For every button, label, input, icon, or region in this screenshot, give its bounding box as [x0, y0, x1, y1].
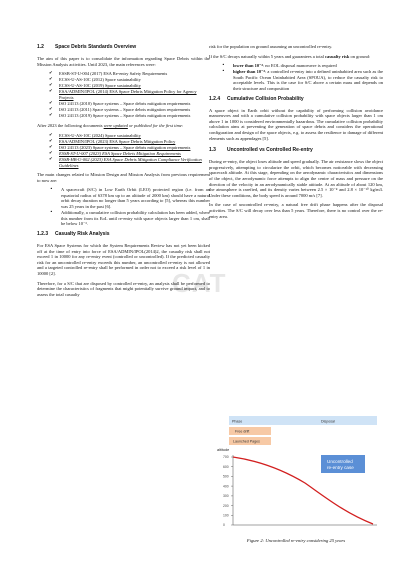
right-column	[209, 44, 383, 223]
y-tick-label: 300	[223, 494, 229, 499]
paragraph: A space object in Earth orbit without the capability of performing collision avoidance manoeuvres and with a cumulative collision probability with space objects larger than 1 cm above 1 in 1000 is considered environmentally hazardous. The cumulative collision probability calculation aims at preventing the generation of space debris and considers the operational configuration and design of the space objects, e.g. to assess the resilience to damage of different elements such as appendages [5].	[209, 107, 383, 141]
checkmark-icon: ✔	[49, 156, 53, 162]
paragraph: If the S/C decays naturally within 5 years and guarantees a total casualty risk on ground:	[209, 53, 371, 59]
phase-label: Disposal	[321, 419, 335, 424]
list-item	[37, 83, 210, 89]
y-axis-label: altitude	[217, 448, 230, 452]
list-item	[37, 113, 210, 119]
checkmark-icon: ✔	[49, 138, 53, 144]
paragraph: Therefore, for a S/C that are disposed by controlled re-entry, an analysis shall be performed to determine the characteristics of fragments that might potentially survive ground impact, and to assess the total casualty	[37, 280, 210, 297]
watermark: CAT	[172, 268, 227, 298]
y-tick-label: 0	[223, 523, 225, 528]
list-item-text: ISO 24113 (2023) Space systems – Space debris mitigation requirements	[59, 144, 191, 150]
section-title: Cumulative Collision Probability	[227, 95, 304, 102]
list-item-text: ECSS-U-AS-10C (2012) Space sustainability	[59, 77, 141, 83]
box-label: Free drift	[235, 429, 250, 434]
section-title: Uncontrolled vs Controlled Re-entry	[227, 147, 313, 154]
reference-list	[37, 71, 210, 119]
checkmark-icon: ✔	[49, 132, 53, 138]
section-number: 1.2	[37, 44, 44, 50]
checkmark-icon: ✔	[49, 89, 53, 95]
list-item	[37, 71, 210, 77]
section-heading	[37, 231, 210, 237]
y-tick-label: 200	[223, 503, 229, 508]
reentry-figure	[215, 413, 380, 531]
paragraph: risk for the population on ground assuming an uncontrolled re-entry.	[209, 44, 333, 49]
y-tick-label: 100	[223, 513, 229, 518]
box-label: Launched Pages	[233, 439, 260, 444]
bullet-icon: •	[50, 210, 53, 216]
list-item-text: ECSS-U-AS-10C (2019) Space sustainability	[59, 83, 141, 89]
section-title: Space Debris Standards Overview	[55, 44, 137, 50]
list-item-text: ESSB-HB-U-002 (2023) ESA Space Debris Mitigation Compliance Verification Guidelines	[59, 156, 202, 168]
list-item-text: ISO 24113 (2010) Space systems – Space debris mitigation requirements	[59, 101, 191, 107]
y-tick-label: 600	[223, 464, 229, 469]
section-heading	[209, 147, 383, 153]
bullet-icon: •	[222, 63, 225, 69]
paragraph: For ESA Space Systems for which the System Requirements Review has not yet been kicked off at the time of entry into force of ESA/ADMIN/IPOL(2014)2, the casualty risk shall not exceed 1 in 10000 for any re-entry event (controlled or uncontrolled). If the predicted casualty risk for an uncontrolled re-entry exceeds this number, an uncontrolled re-entry is not allowed and a targeted controlled re-entry shall be performed in order not to exceed a risk level of 1 in 10000 [2].	[37, 242, 210, 276]
list-item-text: ISO 24113 (2019) Space systems – Space debris mitigation requirements	[59, 113, 191, 119]
list-item-text: ESA/ADMIN/IPOL (2023) ESA Space Debris Mitigation Policy	[59, 138, 176, 144]
paragraph: During re-entry, the object loses altitude and speed gradually. The air resistance slows the object progressively, attempting to circularize the orbit, which becomes noticeable with decreasing spacecraft altitude. At this stage, depending on the aerodynamic characteristics and dimensions of the object, the aerodynamic force attempts to align the centre of mass and pressure on the direction of the velocity in an aerodynamically stable attitude. At an altitude of about 120 km, the atmosphere is rarefied, and its density varies between 2.5 × 10⁻⁸ and 2.8 × 10⁻¹⁰ kg/m3. Under these conditions, the body speed is around 7000 m/s [7].	[209, 159, 383, 198]
list-item	[37, 145, 210, 151]
checkmark-icon: ✔	[49, 77, 53, 83]
list-item	[37, 89, 210, 100]
section-number: 1.2.4	[209, 95, 221, 102]
list-item	[37, 133, 210, 139]
list-item	[37, 107, 210, 113]
checkmark-icon: ✔	[49, 101, 53, 107]
section-title: Casualty Risk Analysis	[55, 230, 110, 237]
list-item	[37, 77, 210, 83]
checkmark-icon: ✔	[49, 71, 53, 77]
checkmark-icon: ✔	[49, 150, 53, 156]
list-item: • A spacecraft (S/C) in Low Earth Orbit (LEO) protected region (i.e. from an equatorial radius of 6378 km up to an altitude of 2000 km) should have a natural orbit decay duration no longer than 5 years according to [5], whereas this number was 25 years in the past [6].	[50, 187, 210, 210]
phase-bar	[229, 416, 377, 425]
list-item-text: ESSB-ST-U-004 (2017) ESA Re-entry Safety Requirements	[59, 71, 168, 77]
callout-label: re-entry case	[327, 465, 354, 470]
checkmark-icon: ✔	[49, 113, 53, 119]
y-tick-label: 700	[223, 455, 229, 460]
list-item	[37, 151, 210, 157]
list-item: • higher than 10⁻⁴: a controlled re-entry into a defined uninhabited area such as the South Pacific Ocean Uninhabited Area (SPOUA), to reduce the casualty risk to acceptable levels. This is the case for S/C above a certain mass and depends on their structure and composition	[222, 69, 383, 92]
list-item	[37, 139, 210, 145]
left-column	[37, 44, 210, 301]
y-tick-label: 500	[223, 474, 229, 479]
bullet-icon: •	[222, 69, 225, 75]
list-item	[37, 101, 210, 107]
list-item-text: ECSS-U-AS-10C (2024) Space sustainability	[59, 132, 141, 138]
phase-label: Phase	[232, 419, 243, 424]
list-item-text: ISO 24113 (2011) Space systems – Space debris mitigation requirements	[59, 107, 191, 113]
section-number: 1.3	[209, 147, 216, 154]
updated-reference-list	[37, 133, 210, 169]
paragraph: In the case of uncontrolled re-entry, a natural free drift phase happens after the disposal activities. The S/C will decay over less than 5 years. Therefore, there is no control over the re-entry area.	[209, 202, 383, 219]
paragraph: The aim of this paper is to consolidate the information regarding Space Debris within the Mission Analysis activities. Until 2023, the main references were:	[37, 56, 210, 67]
y-tick-label: 400	[223, 484, 229, 489]
list-item: • Additionally, a cumulative collision probability calculation has been added, where this number from its EoL until re-entry with space objects larger than 1 cm, shall be below 10⁻³.	[50, 210, 210, 227]
figure-caption: Figure 2: Uncontrolled re-entry considering 25 years	[246, 538, 346, 543]
list-item-text: ESSB-ST-U-007 (2023) ESA Space Debris Mitigation Requirements	[59, 150, 181, 156]
checkmark-icon: ✔	[49, 107, 53, 113]
section-number: 1.2.3	[37, 230, 49, 237]
changes-list	[37, 187, 210, 227]
list-item-text: ESA/ADMIN/IPOL (2014) ESA Space Debris Mitigation Policy for Agency Projects	[59, 89, 197, 101]
paragraph: The main changes related to Mission Design and Mission Analysis from previous requirement to now are:	[37, 172, 210, 183]
checkmark-icon: ✔	[49, 83, 53, 89]
section-heading	[37, 44, 210, 50]
list-item: • lower than 10⁻⁴: no EOL disposal manoeuvre is required	[222, 63, 337, 69]
casualty-risk-list	[209, 63, 383, 91]
callout-label: Uncontrolled	[327, 459, 353, 464]
checkmark-icon: ✔	[49, 144, 53, 150]
list-item	[37, 157, 210, 168]
section-heading	[209, 96, 383, 102]
callout-box	[321, 455, 365, 473]
bullet-icon: •	[50, 187, 53, 193]
paragraph: After 2023 the following documents were updated or published for the first time:	[37, 122, 184, 128]
